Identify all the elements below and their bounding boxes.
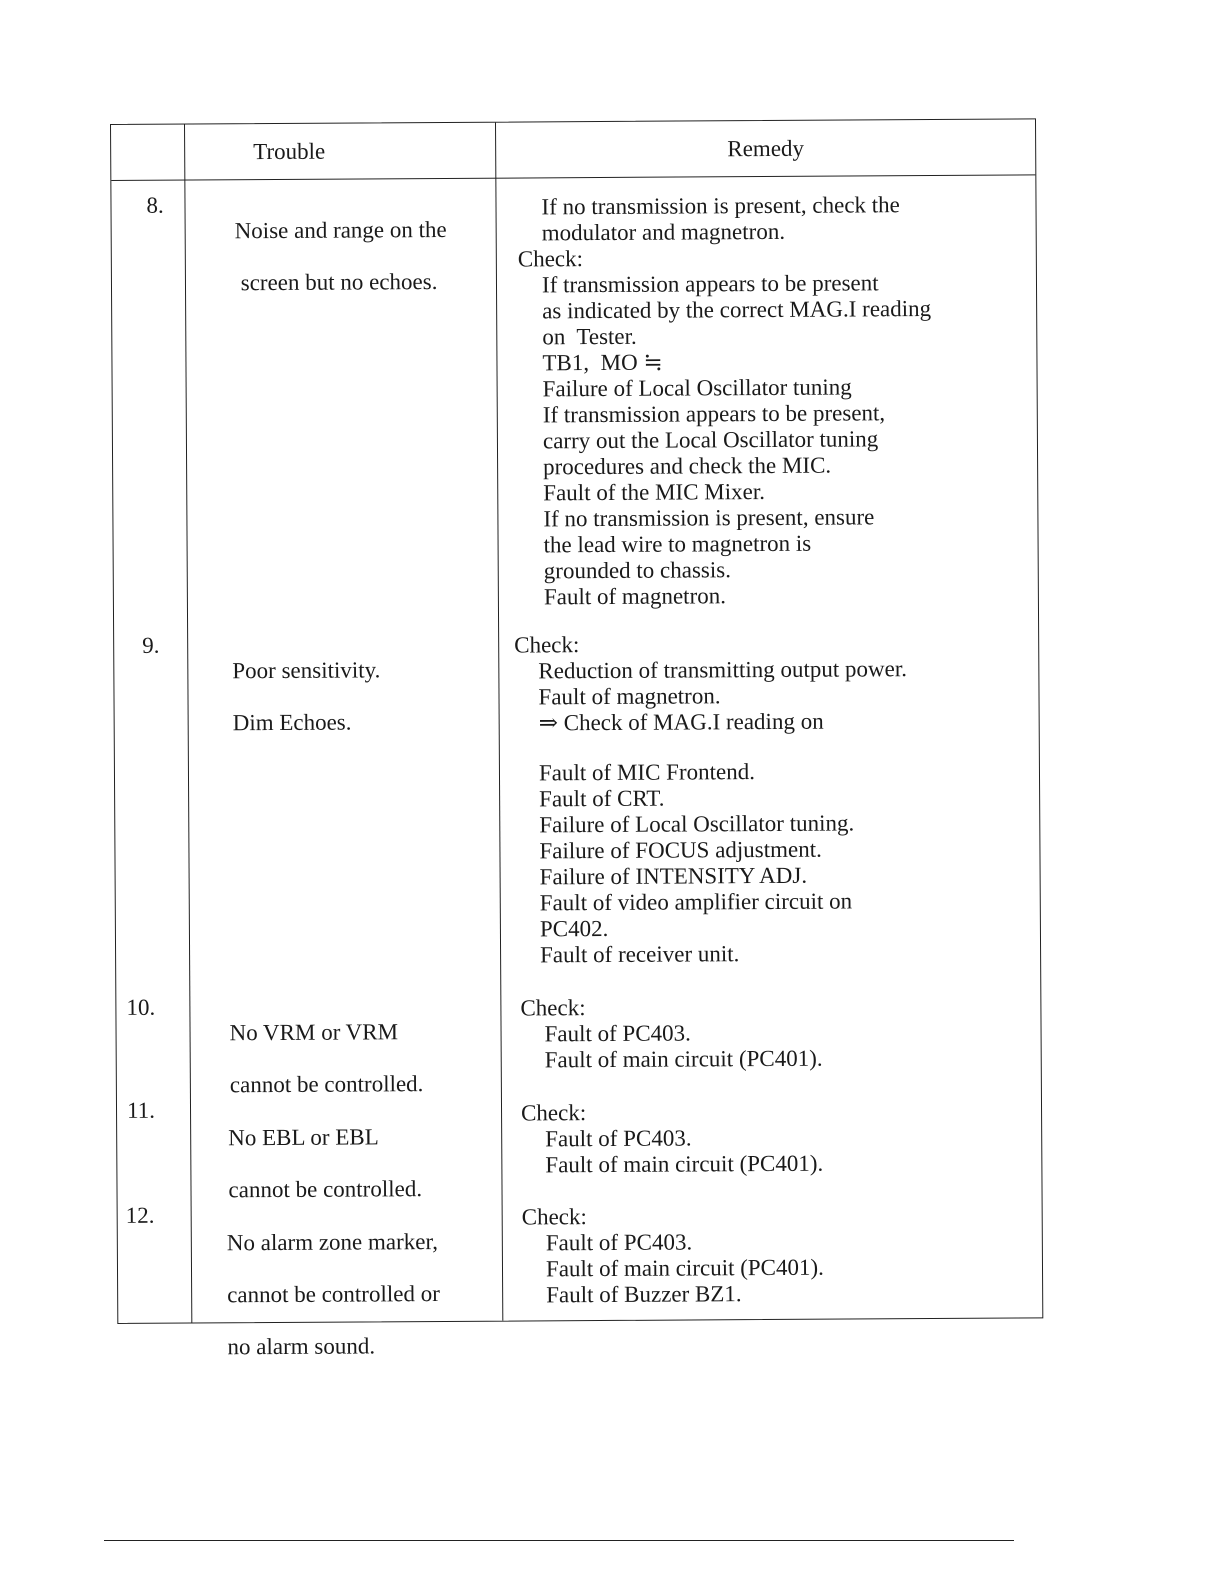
trouble-line: cannot be controlled or (227, 1281, 440, 1308)
trouble-text (211, 191, 447, 322)
remedy-line: Fault of magnetron. (543, 583, 727, 610)
remedy-line: Fault of main circuit (PC401). (544, 1045, 823, 1073)
remedy-line: the lead wire to magnetron is (543, 530, 812, 558)
remedy-line: Fault of PC403. (544, 1020, 691, 1047)
trouble-line: cannot be controlled. (229, 1071, 424, 1098)
remedy-line: If no transmission is present, check the (541, 192, 900, 220)
remedy-line: Fault of MIC Frontend. (538, 759, 755, 786)
remedy-line: Failure of Local Oscillator tuning. (539, 810, 855, 838)
header-remedy: Remedy (727, 135, 805, 161)
row-number: 9. (142, 632, 160, 658)
remedy-line: Fault of main circuit (PC401). (545, 1254, 824, 1282)
remedy-line: procedures and check the MIC. (543, 452, 832, 480)
remedy-heading: Check: (520, 995, 586, 1021)
row-number: 10. (126, 994, 156, 1020)
remedy-line: Fault of the MIC Mixer. (543, 479, 766, 506)
column-divider (495, 123, 503, 1321)
remedy-line: Fault of receiver unit. (540, 941, 740, 968)
trouble-line: Noise and range on the (234, 216, 447, 244)
remedy-line: modulator and magnetron. (541, 218, 786, 246)
trouble-line: No VRM or VRM (229, 1019, 399, 1046)
remedy-line: grounded to chassis. (543, 557, 731, 584)
row-number: 12. (125, 1202, 155, 1228)
trouble-line: no alarm sound. (227, 1333, 376, 1360)
remedy-list (520, 994, 823, 1074)
remedy-line: Fault of PC403. (545, 1125, 692, 1152)
remedy-spacer (539, 734, 908, 760)
trouble-line: cannot be controlled. (228, 1176, 423, 1203)
remedy-line: Reduction of transmitting output power. (538, 656, 908, 684)
remedy-heading: Check: (521, 1204, 587, 1230)
remedy-heading: Check: (520, 1100, 587, 1126)
remedy-line: TB1, MO ≒ (542, 349, 663, 376)
remedy-line: Fault of CRT. (539, 785, 665, 812)
remedy-heading: Check: (517, 246, 584, 272)
trouble-text (204, 1203, 441, 1386)
remedy-list (521, 1203, 825, 1309)
remedy-line: carry out the Local Oscillator tuning (542, 426, 879, 454)
remedy-line: Fault of PC403. (545, 1229, 693, 1256)
remedy-line: If transmission appears to be present, (542, 400, 886, 428)
trouble-line: Dim Echoes. (232, 709, 352, 736)
remedy-line: Fault of video amplifier circuit on (539, 888, 853, 916)
remedy-line: on Tester. (542, 323, 637, 350)
trouble-line: No alarm zone marker, (226, 1229, 439, 1256)
remedy-list (514, 630, 909, 968)
footer-rule (104, 1540, 1014, 1541)
remedy-list (517, 192, 932, 610)
remedy-line: If no transmission is present, ensure (543, 504, 875, 532)
remedy-line: ⇒ Check of MAG.I reading on (538, 708, 824, 736)
trouble-line: Poor sensitivity. (232, 657, 381, 684)
remedy-line: Fault of magnetron. (538, 683, 721, 710)
remedy-line: as indicated by the correct MAG.I reading (542, 295, 932, 324)
remedy-heading: Check: (514, 632, 580, 658)
remedy-list (520, 1099, 824, 1179)
remedy-line: PC402. (539, 915, 609, 942)
column-divider (184, 125, 192, 1323)
troubleshooting-table (110, 118, 1043, 1360)
trouble-line: screen but no echoes. (234, 269, 438, 296)
trouble-text (209, 631, 381, 762)
remedy-line: Failure of INTENSITY ADJ. (539, 862, 808, 890)
row-number: 8. (146, 192, 164, 218)
remedy-line: Failure of Local Oscillator tuning (542, 374, 852, 402)
row-number: 11. (126, 1097, 156, 1123)
remedy-line: If transmission appears to be present (541, 270, 879, 298)
header-trouble: Trouble (253, 138, 326, 164)
remedy-line: Failure of FOCUS adjustment. (539, 836, 822, 864)
remedy-line: Fault of main circuit (PC401). (545, 1150, 824, 1178)
trouble-line: No EBL or EBL (228, 1124, 379, 1151)
remedy-line: Fault of Buzzer BZ1. (546, 1281, 742, 1308)
